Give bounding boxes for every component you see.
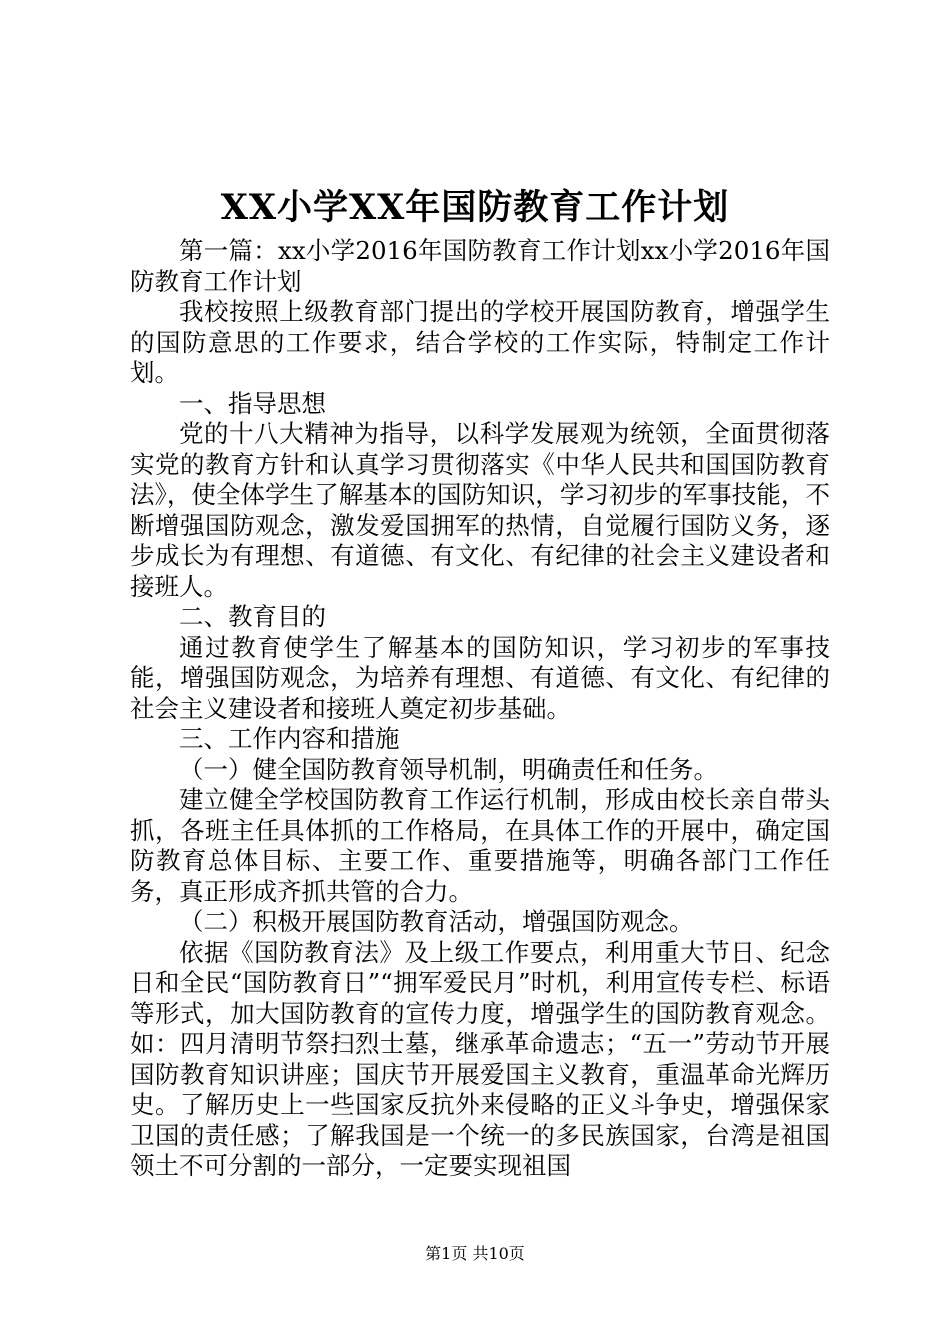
subsection-heading-2: （二）积极开展国防教育活动，增强国防观念。 [179, 907, 694, 936]
page-footer: 第1页 共10页 [425, 1244, 525, 1263]
paragraph-subsection-2: 依据《国防教育法》及上级工作要点，利用重大节日、纪念日和全民“国防教育日”“拥军爱民月”时机，利用宣传专栏、标语等形式，加大国防教育的宣传力度，增强学生的国防教育观念。如：四月清明节祭扫烈士墓，继承革命遗志；“五一”劳动节开展国防教育知识讲座；国庆节开展爱国主义教育，重温革命光辉历史。了解历史上一些国家反抗外来侵略的正义斗争史，增强保家卫国的责任感；了解我国是一个统一的多民族国家，台湾是祖国领土不可分割的一部分，一定要实现祖国 [130, 937, 830, 1180]
section-heading-work-content: 三、工作内容和措施 [179, 724, 400, 753]
paragraph-subsection-1: 建立健全学校国防教育工作运行机制，形成由校长亲自带头抓，各班主任具体抓的工作格局，在具体工作的开展中，确定国防教育总体目标、主要工作、重要措施等，明确各部门工作任务，真正形成齐抓共管的合力。 [130, 785, 830, 906]
section-heading-education-purpose: 二、教育目的 [179, 602, 326, 631]
subsection-heading-1: （一）健全国防教育领导机制，明确责任和任务。 [179, 754, 718, 784]
paragraph-intro: 我校按照上级教育部门提出的学校开展国防教育，增强学生的国防意思的工作要求，结合学校的工作实际，特制定工作计划。 [130, 297, 830, 387]
document-body [130, 236, 830, 1182]
paragraph-education-purpose: 通过教育使学生了解基本的国防知识，学习初步的军事技能，增强国防观念，为培养有理想、有道德、有文化、有纪律的社会主义建设者和接班人奠定初步基础。 [130, 632, 830, 723]
section-heading-guiding-thought: 一、指导思想 [179, 388, 326, 418]
document-title: XX小学XX年国防教育工作计划 [220, 187, 730, 228]
paragraph-guiding-thought: 党的十八大精神为指导，以科学发展观为统领，全面贯彻落实党的教育方针和认真学习贯彻落实《中华人民共和国国防教育法》，使全体学生了解基本的国防知识，学习初步的军事技能，不断增强国防观念，激发爱国拥军的热情，自觉履行国防义务，逐步成长为有理想、有道德、有文化、有纪律的社会主义建设者和接班人。 [130, 419, 830, 601]
paragraph-intro-heading: 第一篇：xx小学2016年国防教育工作计划xx小学2016年国防教育工作计划 [130, 236, 830, 296]
